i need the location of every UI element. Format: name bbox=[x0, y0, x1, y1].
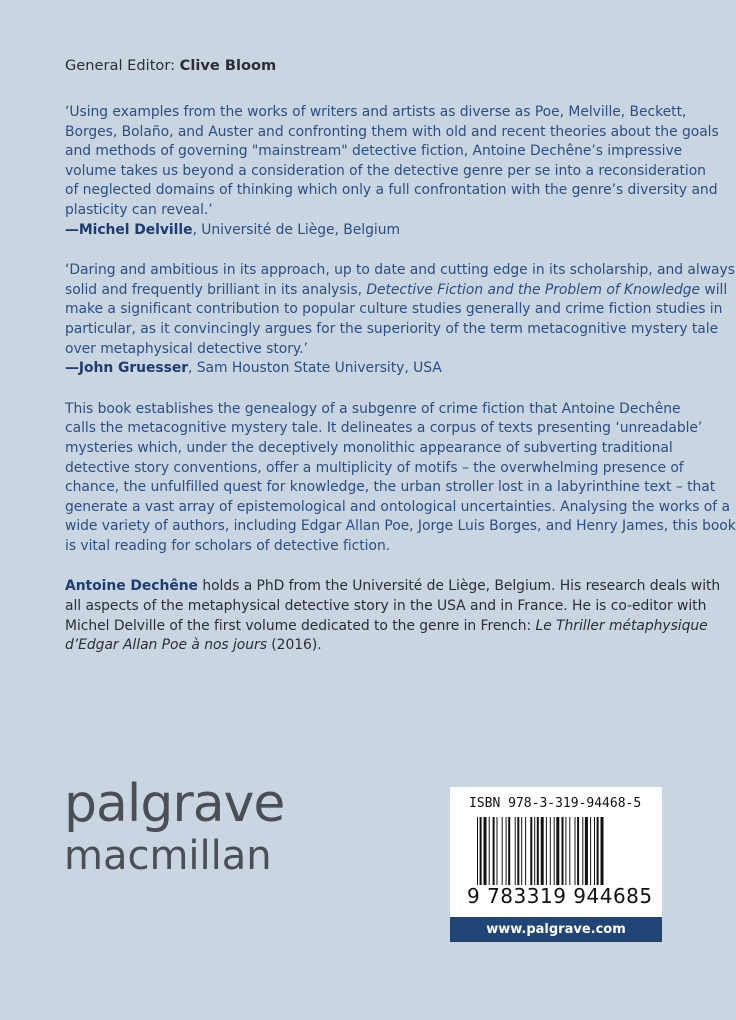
barcode-bar bbox=[521, 817, 522, 885]
quote-line: ‘Using examples from the works of writers and artists as diverse as Poe, Melville, Beckett, bbox=[65, 104, 687, 120]
barcode-bar bbox=[508, 817, 510, 885]
description-line: chance, the unfulfilled quest for knowledge, the urban stroller lost in a labyrinthine text – that bbox=[65, 479, 716, 496]
description-line: calls the metacognitive mystery tale. It delineates a corpus of texts presenting ‘unreadable’ bbox=[65, 420, 703, 437]
barcode-bar bbox=[601, 817, 604, 885]
quote-text: solid and frequently brilliant in its analysis, bbox=[65, 281, 367, 298]
quote-affiliation: , Université de Liège, Belgium bbox=[192, 221, 400, 238]
author-bio bbox=[65, 577, 721, 655]
bio-book-title: Le Thriller métaphysique bbox=[535, 617, 708, 634]
description-line: mysteries which, under the deceptively monolithic appearance of subverting traditional bbox=[65, 439, 673, 456]
barcode-bar bbox=[575, 817, 576, 885]
barcode-bar bbox=[585, 817, 588, 885]
bio-line: all aspects of the metaphysical detective story in the USA and in France. He is co-editor with bbox=[65, 598, 707, 615]
general-editor-label: General Editor: bbox=[65, 57, 176, 74]
endorsement-quote-2 bbox=[65, 261, 735, 379]
barcode-bar bbox=[489, 817, 490, 885]
quote-line: and methods of governing "mainstream" detective fiction, Antoine Dechêne’s impressive bbox=[65, 143, 683, 160]
barcode-bar bbox=[565, 817, 566, 885]
barcode-bar bbox=[534, 817, 535, 885]
barcode-bar bbox=[546, 817, 547, 885]
barcode-bar bbox=[537, 817, 539, 885]
barcode-bar bbox=[484, 817, 487, 885]
bio-line bbox=[65, 636, 663, 656]
book-title: Detective Fiction and the Problem of Knowledge bbox=[366, 281, 701, 298]
barcode-bar bbox=[480, 817, 482, 885]
bio-book-title: d’Edgar Allan Poe à nos jours bbox=[65, 637, 267, 654]
quote-line: particular, as it convincingly argues for the superiority of the term metacognitive mystery tale bbox=[65, 320, 719, 337]
quote-line: over metaphysical detective story.’ bbox=[65, 340, 308, 357]
quote-affiliation: , Sam Houston State University, USA bbox=[188, 360, 442, 377]
description-line: is vital reading for scholars of detective fiction. bbox=[65, 537, 391, 554]
barcode-bars bbox=[477, 817, 645, 885]
barcode-bar bbox=[530, 817, 532, 885]
book-description bbox=[65, 400, 736, 557]
quote-author: —Michel Delville bbox=[65, 221, 193, 238]
description-line: This book establishes the genealogy of a subgenre of crime fiction that Antoine Dechêne bbox=[65, 400, 681, 417]
publisher-logo bbox=[64, 776, 284, 878]
barcode-bar bbox=[493, 817, 495, 885]
barcode-bar bbox=[594, 817, 595, 885]
barcode-bar bbox=[541, 817, 544, 885]
author-name: Antoine Dechêne bbox=[65, 578, 198, 595]
isbn-digits: 9 783319 944685 bbox=[467, 884, 653, 908]
barcode-bar bbox=[569, 817, 570, 885]
general-editor-name: Clive Bloom bbox=[179, 57, 277, 74]
barcode-bar bbox=[556, 817, 559, 885]
barcode-bar bbox=[497, 817, 498, 885]
quote-text: will bbox=[700, 281, 728, 298]
description-line: detective story conventions, offer a multiplicity of motifs – the overwhelming presence of bbox=[65, 459, 684, 476]
bio-text: Michel Delville of the first volume dedicated to the genre in French: bbox=[65, 617, 536, 634]
quote-author: —John Gruesser bbox=[65, 360, 189, 377]
publisher-logo-line-1: palgrave bbox=[64, 774, 285, 834]
description-line: generate a vast array of epistemological and ontological uncertainties. Analysing the works of a bbox=[65, 498, 730, 515]
publisher-logo-line-2: macmillan bbox=[64, 833, 272, 879]
quote-line: ‘Daring and ambitious in its approach, up to date and cutting edge in its scholarship, and always bbox=[65, 262, 735, 279]
publisher-url: www.palgrave.com bbox=[450, 917, 662, 942]
barcode-bar bbox=[554, 817, 555, 885]
barcode-bar bbox=[562, 817, 564, 885]
barcode-bar bbox=[502, 817, 503, 885]
barcode-bar bbox=[590, 817, 591, 885]
endorsement-quote-1 bbox=[65, 103, 719, 240]
back-cover-text bbox=[65, 56, 736, 677]
bio-line bbox=[65, 577, 721, 597]
quote-attribution bbox=[65, 221, 663, 241]
quote-attribution bbox=[65, 359, 663, 379]
barcode-bar bbox=[597, 817, 599, 885]
barcode-bar bbox=[525, 817, 526, 885]
quote-line: volume takes us beyond a consideration of the detective genre per se into a reconsideration bbox=[65, 162, 706, 179]
barcode-bar bbox=[517, 817, 519, 885]
isbn-barcode-box bbox=[450, 787, 662, 942]
quote-line: make a significant contribution to popular culture studies generally and crime fiction studies in bbox=[65, 301, 723, 318]
bio-line bbox=[65, 617, 708, 637]
barcode-bar bbox=[550, 817, 551, 885]
bio-text: holds a PhD from the Université de Liège, Belgium. His research deals with bbox=[197, 578, 721, 595]
quote-line bbox=[65, 281, 728, 301]
isbn-label: ISBN 978-3-319-94468-5 bbox=[469, 796, 642, 811]
barcode-bar bbox=[577, 817, 579, 885]
bio-text: (2016). bbox=[266, 637, 322, 654]
quote-line: Borges, Bolaño, and Auster and confronting them with old and recent theories about the goals bbox=[65, 123, 719, 140]
description-line: wide variety of authors, including Edgar Allan Poe, Jorge Luis Borges, and Henry James, this book bbox=[65, 518, 736, 535]
barcode-bar bbox=[506, 817, 507, 885]
quote-line: of neglected domains of thinking which only a full confrontation with the genre’s diversity and bbox=[65, 182, 718, 199]
barcode-bar bbox=[582, 817, 583, 885]
barcode-bar bbox=[477, 817, 478, 885]
general-editor-line bbox=[65, 56, 663, 76]
barcode-bar bbox=[515, 817, 516, 885]
quote-line: plasticity can reveal.’ bbox=[65, 201, 213, 218]
